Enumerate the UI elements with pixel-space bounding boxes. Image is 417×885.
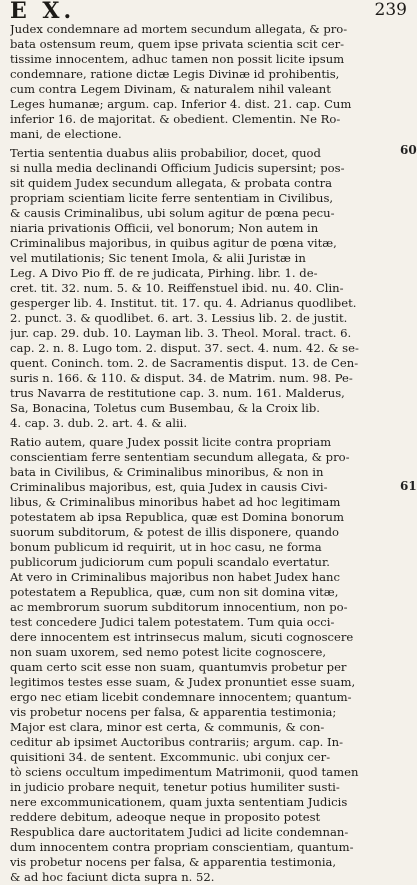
text-line: test concedere Judici talem potestatem. Tum quia occi- [10,615,335,629]
text-line: quent. Coninch. tom. 2. de Sacramentis disput. 13. de Cen- [10,356,359,370]
running-header [10,0,409,24]
text-line: non suam uxorem, sed nemo potest licite cognoscere, [10,645,327,659]
text-line: tò sciens occultum impedimentum Matrimonii, quod tamen [10,765,359,779]
text-line: si nulla media declinandi Officium Judicis supersint; pos- [10,161,345,175]
text-line: ergo nec etiam licebit condemnare innocentem; quantum- [10,690,352,704]
text-line: 2. punct. 3. & quodlibet. 6. art. 3. Lessius lib. 2. de justit. [10,311,348,325]
text-line: potestatem a Republica, quæ, cum non sit domina vitæ, [10,585,339,599]
text-line: tissime innocentem, adhuc tamen non possit licite ipsum [10,52,345,66]
page-number: 239 [374,0,407,20]
text-line: propriam scientiam licite ferre sententiam in Civilibus, [10,191,334,205]
text-line: nere excommunicationem, quam juxta sententiam Judicis [10,795,348,809]
text-line: & causis Criminalibus, ubi solum agitur de pœna pecu- [10,206,335,220]
text-line: Criminalibus majoribus, est, quia Judex in causis Civi- [10,480,328,494]
margin-paragraph-number: 60 [400,143,417,157]
text-line: trus Navarra de restitutione cap. 3. num. 161. Malderus, [10,386,345,400]
text-line: in judicio probare nequit, tenetur potius humiliter susti- [10,780,340,794]
text-line: quam certo scit esse non suam, quantumvis probetur per [10,660,347,674]
text-line: bonum publicum id requirit, ut in hoc casu, ne forma [10,540,322,554]
text-line: jur. cap. 29. dub. 10. Layman lib. 3. Theol. Moral. tract. 6. [10,326,352,340]
text-line: Major est clara, minor est certa, & communis, & con- [10,720,325,734]
text-line: vel mutilationis; Sic tenent Imola, & alii Juristæ in [10,251,306,265]
text-line: dere innocentem est intrinsecus malum, sicuti cognoscere [10,630,354,644]
text-line: & ad hoc faciunt dicta supra n. 52. [10,870,215,884]
text-line: Tertia sententia duabus aliis probabilior, docet, quod [10,146,321,160]
text-line: mani, de electione. [10,127,122,141]
text-line: inferior 16. de majoritat. & obedient. Clementin. Ne Ro- [10,112,341,126]
margin-paragraph-number: 61 [400,479,417,493]
text-line: vis probetur nocens per falsa, & apparentia testimonia; [10,705,337,719]
text-line: cret. tit. 32. num. 5. & 10. Reiffenstuel ibid. nu. 40. Clin- [10,281,344,295]
text-line: libus, & Criminalibus minoribus habet ad hoc legitimam [10,495,341,509]
text-line: potestatem ab ipsa Republica, quæ est Domina bonorum [10,510,344,524]
text-line: bata ostensum reum, quem ipse privata scientia scit cer- [10,37,345,51]
text-line: Leg. A Divo Pio ff. de re judicata, Pirhing. libr. 1. de- [10,266,318,280]
text-line: sit quidem Judex secundum allegata, & probata contra [10,176,333,190]
text-line: suris n. 166. & 110. & disput. 34. de Matrim. num. 98. Pe- [10,371,353,385]
text-line: Criminalibus majoribus, in quibus agitur de pœna vitæ, [10,236,337,250]
text-line: Judex condemnare ad mortem secundum allegata, & pro- [10,22,348,36]
text-line: Ratio autem, quare Judex possit licite contra propriam [10,435,332,449]
text-line: bata in Civilibus, & Criminalibus minoribus, & non in [10,465,324,479]
text-line: legitimos testes esse suam, & Judex pronuntiet esse suam, [10,675,356,689]
text-line: conscientiam ferre sententiam secundum allegata, & pro- [10,450,350,464]
text-line: Sa, Bonacina, Toletus cum Busembau, & la Croix lib. [10,401,320,415]
text-line: dum innocentem contra propriam conscientiam, quantum- [10,840,354,854]
text-line: cap. 2. n. 8. Lugo tom. 2. disput. 37. sect. 4. num. 42. & se- [10,341,359,355]
body-text [10,22,390,885]
text-line: At vero in Criminalibus majoribus non habet Judex hanc [10,570,340,584]
text-line: quisitioni 34. de sentent. Excommunic. ubi conjux cer- [10,750,331,764]
text-line: ac membrorum suorum subditorum innocentium, non po- [10,600,348,614]
text-line: 4. cap. 3. dub. 2. art. 4. & alii. [10,416,188,430]
text-line: vis probetur nocens per falsa, & apparentia testimonia, [10,855,337,869]
text-line: reddere debitum, adeoque neque in proposito potest [10,810,321,824]
text-line: ceditur ab ipsimet Auctoribus contrariis; argum. cap. In- [10,735,344,749]
text-line: gesperger lib. 4. Institut. tit. 17. qu. 4. Adrianus quodlibet. [10,296,357,310]
text-line: Leges humanæ; argum. cap. Inferior 4. dist. 21. cap. Cum [10,97,352,111]
text-line: suorum subditorum, & potest de illis disponere, quando [10,525,339,539]
text-line: condemnare, ratione dictæ Legis Divinæ id prohibentis, [10,67,340,81]
text-line: cum contra Legem Divinam, & naturalem nihil valeant [10,82,331,96]
text-line: publicorum judiciorum cum populi scandalo evertatur. [10,555,330,569]
text-line: niaria privationis Officii, vel bonorum; Non autem in [10,221,319,235]
text-line: Respublica dare auctoritatem Judici ad licite condemnan- [10,825,349,839]
running-head-title: E X. [10,0,76,24]
